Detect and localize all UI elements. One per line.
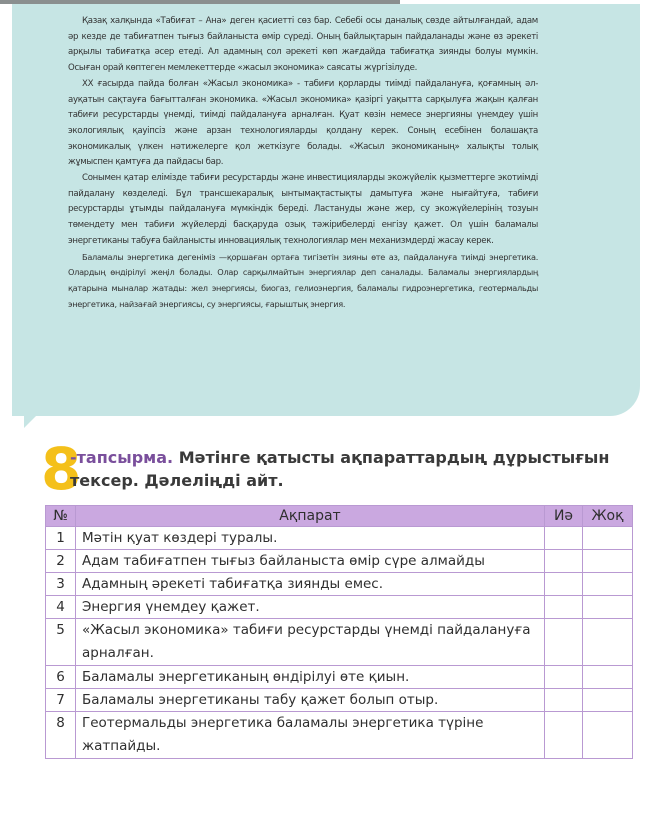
facts-table bbox=[45, 505, 633, 759]
yes-cell[interactable] bbox=[545, 712, 583, 759]
no-cell[interactable] bbox=[583, 596, 633, 619]
no-cell[interactable] bbox=[583, 527, 633, 550]
table-row bbox=[46, 596, 633, 619]
header-yes: Иә bbox=[545, 506, 583, 527]
reading-paragraph-1: Қазақ халқында «Табиғат – Ана» деген қасиетті сөз бар. Себебі осы даналық сөзде айтылғандай, адам әр кезде де табиғатпен тығыз байланыста өмір сүреді. Оның байлықтарын пайдаланады және өз әрекеті арқылы табиғатқа әсер етеді. Ал адамның сол әрекеті көп жағдайда табиғатқа зиянды болуы мүмкін. Осыған орай көптеген мемлекеттерде «жасыл экономика» саясаты жүргізілуде. bbox=[68, 16, 538, 74]
table-row bbox=[46, 573, 633, 596]
header-number: № bbox=[46, 506, 76, 527]
row-number: 3 bbox=[46, 573, 76, 596]
table-row bbox=[46, 712, 633, 759]
row-statement: Баламалы энергетиканы табу қажет болып отыр. bbox=[76, 689, 545, 712]
reading-paragraph-4: Баламалы энергетика дегеніміз —қоршаған ортаға тигізетін зияны өте аз, пайдалануға тиімді энергетика. Олардың өндірілуі жеңіл болады. Олар сарқылмайтын энергиялар деп саналады. Баламалы энергиялардың қатарына мыналар жатады: жел энергиясы, биогаз, гелиоэнергия, баламалы гидроэнергетика, геотермальды энергетика, найзағай энергиясы, су энергиясы, ғарыштық энергия. bbox=[68, 251, 538, 309]
yes-cell[interactable] bbox=[545, 619, 583, 666]
no-cell[interactable] bbox=[583, 689, 633, 712]
table-row bbox=[46, 619, 633, 666]
row-statement: Баламалы энергетиканың өндірілуі өте қиын. bbox=[76, 666, 545, 689]
header-info: Ақпарат bbox=[76, 506, 545, 527]
table-header-row bbox=[46, 506, 633, 527]
row-number: 7 bbox=[46, 689, 76, 712]
row-number: 1 bbox=[46, 527, 76, 550]
reading-paragraph-2: XX ғасырда пайда болған «Жасыл экономика» - табиғи қорларды тиімді пайдалануға, қоғамның әл-ауқатын сақтауға бағытталған экономика. «Жасыл экономика» қазіргі уақытта сарқылуға жақын қалған табиғи ресурстарды үнемді, тиімді пайдалануға арналған. Қуат көзін немесе энергияны үнемдеу үшін экологиялық қауіпсіз және арзан технологияларды қолдану керек. Соның есебінен болашақта экономикалық үлкен нәтижелерге қол жеткізуге болады. «Жасыл экономиканың» халықты толық жұмыспен қамтуға да пайдасы бар. bbox=[68, 78, 538, 168]
row-statement: Адамның әрекеті табиғатқа зиянды емес. bbox=[76, 573, 545, 596]
no-cell[interactable] bbox=[583, 712, 633, 759]
row-number: 4 bbox=[46, 596, 76, 619]
row-number: 6 bbox=[46, 666, 76, 689]
table-row bbox=[46, 666, 633, 689]
task-label: -тапсырма. bbox=[70, 448, 174, 467]
reading-panel bbox=[12, 4, 640, 416]
yes-cell[interactable] bbox=[545, 596, 583, 619]
table-row bbox=[46, 550, 633, 573]
no-cell[interactable] bbox=[583, 666, 633, 689]
table-row bbox=[46, 527, 633, 550]
row-statement: Геотермальды энергетика баламалы энергетика түріне жатпайды. bbox=[76, 712, 545, 759]
task-title bbox=[70, 446, 630, 492]
row-number: 5 bbox=[46, 619, 76, 666]
row-statement: «Жасыл экономика» табиғи ресурстарды үнемді пайдалануға арналған. bbox=[76, 619, 545, 666]
row-number: 8 bbox=[46, 712, 76, 759]
reading-text bbox=[68, 14, 538, 312]
task-number: 8 bbox=[41, 435, 82, 503]
header-no: Жоқ bbox=[583, 506, 633, 527]
no-cell[interactable] bbox=[583, 619, 633, 666]
row-number: 2 bbox=[46, 550, 76, 573]
yes-cell[interactable] bbox=[545, 550, 583, 573]
row-statement: Адам табиғатпен тығыз байланыста өмір сүре алмайды bbox=[76, 550, 545, 573]
row-statement: Энергия үнемдеу қажет. bbox=[76, 596, 545, 619]
row-statement: Мәтін қуат көздері туралы. bbox=[76, 527, 545, 550]
no-cell[interactable] bbox=[583, 573, 633, 596]
panel-tail bbox=[24, 404, 48, 428]
table-row bbox=[46, 689, 633, 712]
no-cell[interactable] bbox=[583, 550, 633, 573]
yes-cell[interactable] bbox=[545, 666, 583, 689]
yes-cell[interactable] bbox=[545, 527, 583, 550]
yes-cell[interactable] bbox=[545, 573, 583, 596]
task-text: Мәтінге қатысты ақпараттардың дұрыстығын тексер. Дәлеліңді айт. bbox=[70, 448, 610, 490]
reading-paragraph-3: Сонымен қатар елімізде табиғи ресурстарды және инвестицияларды экожүйелік қызметтерге экотиімді пайдалану көзделеді. Бұл трансшекаралық ынтымақтастықты дамытуға және нығайтуға, табиғи ресурстарды ұтымды пайдалануға мүмкіндік береді. Ластануды және жер, су экожүйелерінің тозуын төмендету мен табиғи жүйелерді басқаруда озық тәжірибелерді енгізу қажет. Ол үшін баламалы энергетиканы табуға байланысты инновациялық технологиялар мен механизмдерді жасау керек. bbox=[68, 173, 538, 246]
yes-cell[interactable] bbox=[545, 689, 583, 712]
